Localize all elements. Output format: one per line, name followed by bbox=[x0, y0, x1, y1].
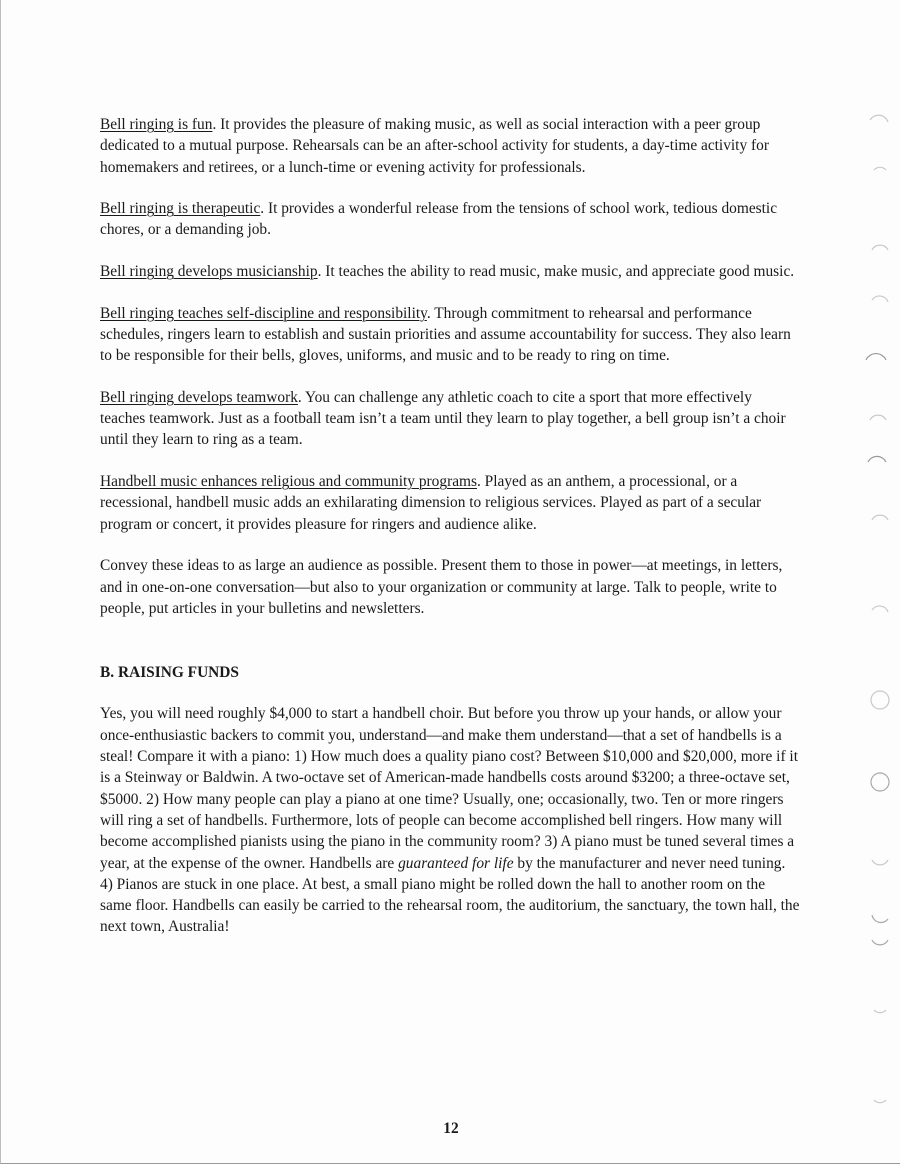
paragraph-convey: Convey these ideas to as large an audience as possible. Present them to those in power—at meetings, in letters, and in one-on-one conversation—but also to your organization or community at large. Talk to people, write to people, put articles in your bulletins and newsletters. bbox=[100, 557, 783, 617]
paragraph-text: . You can challenge any athletic coach to cite a sport that more effectively teaches teamwork. Just as a football team isn’t a team until they learn to play together, a bell group isn’t a choir until they learn to ring as a team. bbox=[100, 388, 786, 449]
document-body bbox=[100, 114, 800, 958]
paragraph-lead: Bell ringing is therapeutic bbox=[100, 200, 261, 218]
paragraph-lead: Bell ringing is fun bbox=[100, 116, 213, 133]
paragraph-raising-funds bbox=[100, 703, 800, 937]
paragraph-teamwork bbox=[100, 387, 800, 451]
paragraph-lead: Handbell music enhances religious and community programs bbox=[100, 473, 477, 491]
paragraph-text: Yes, you will need roughly $4,000 to start a handbell choir. But before you throw up your hands, or allow your once-enthusiastic backers to commit you, understand—and make them understand—that a set of handbells is a steal! Compare it with a piano: 1) How much does a quality piano cost? Between $10,000 and $20,000, more if it is a Steinway or Baldwin. A two-octave set of American-made handbells costs around $3200; a three-octave set, $5000. 2) How many people can play a piano at one time? Usually, one; occasionally, two. Ten or more ringers will ring a set of handbells. Furthermore, lots of people can become accomplished bell ringers. How many will become accomplished pianists using the piano in the community room? 3) A piano must be tuned several times a year, at the expense of the owner. Handbells are bbox=[100, 705, 798, 872]
paragraph-text: . Played as an anthem, a processional, or a recessional, handbell music adds an exhilarating dimension to religious services. Played as part of a secular program or concert, it provides pleasure for ringers and audience alike. bbox=[100, 473, 762, 533]
paragraph-musicianship bbox=[100, 261, 800, 282]
section-heading: B. RAISING FUNDS bbox=[100, 664, 239, 682]
paragraph-programs bbox=[100, 471, 800, 535]
paragraph-lead: Bell ringing develops teamwork bbox=[100, 388, 298, 406]
paragraph-lead: Bell ringing teaches self-discipline and responsibility bbox=[100, 304, 427, 322]
paragraph-text: . It teaches the ability to read music, make music, and appreciate good music. bbox=[317, 263, 795, 281]
paragraph-lead: Bell ringing develops musicianship bbox=[100, 263, 318, 281]
page-number: 12 bbox=[443, 1120, 459, 1137]
paragraph-text: . It provides a wonderful release from the tensions of school work, tedious domestic chores, or a demanding job. bbox=[100, 200, 778, 239]
paragraph-text: by the manufacturer and never need tuning. 4) Pianos are stuck in one place. At best, a small piano might be rolled down the hall to another room on the same floor. Handbells can easily be carried to the rehearsal room, the auditorium, the sanctuary, the town hall, the next town, Australia! bbox=[100, 854, 800, 936]
paragraph-therapeutic bbox=[100, 198, 800, 241]
paragraph-text: . It provides the pleasure of making music, as well as social interaction with a peer group dedicated to a mutual purpose. Rehearsals can be an after-school activity for students, a day-time activity for homemakers and retirees, or a lunch-time or evening activity for professionals. bbox=[100, 116, 769, 176]
binder-hole-marks bbox=[860, 0, 900, 1164]
paragraph-fun bbox=[100, 114, 800, 178]
paragraph-self-discipline bbox=[100, 303, 800, 367]
paragraph-text: . Through commitment to rehearsal and performance schedules, ringers learn to establish and sustain priorities and assume accountability for success. They also learn to be responsible for their bells, gloves, uniforms, and music and to be ready to ring on time. bbox=[100, 304, 791, 365]
emphasis-text: guaranteed for life bbox=[398, 854, 514, 872]
